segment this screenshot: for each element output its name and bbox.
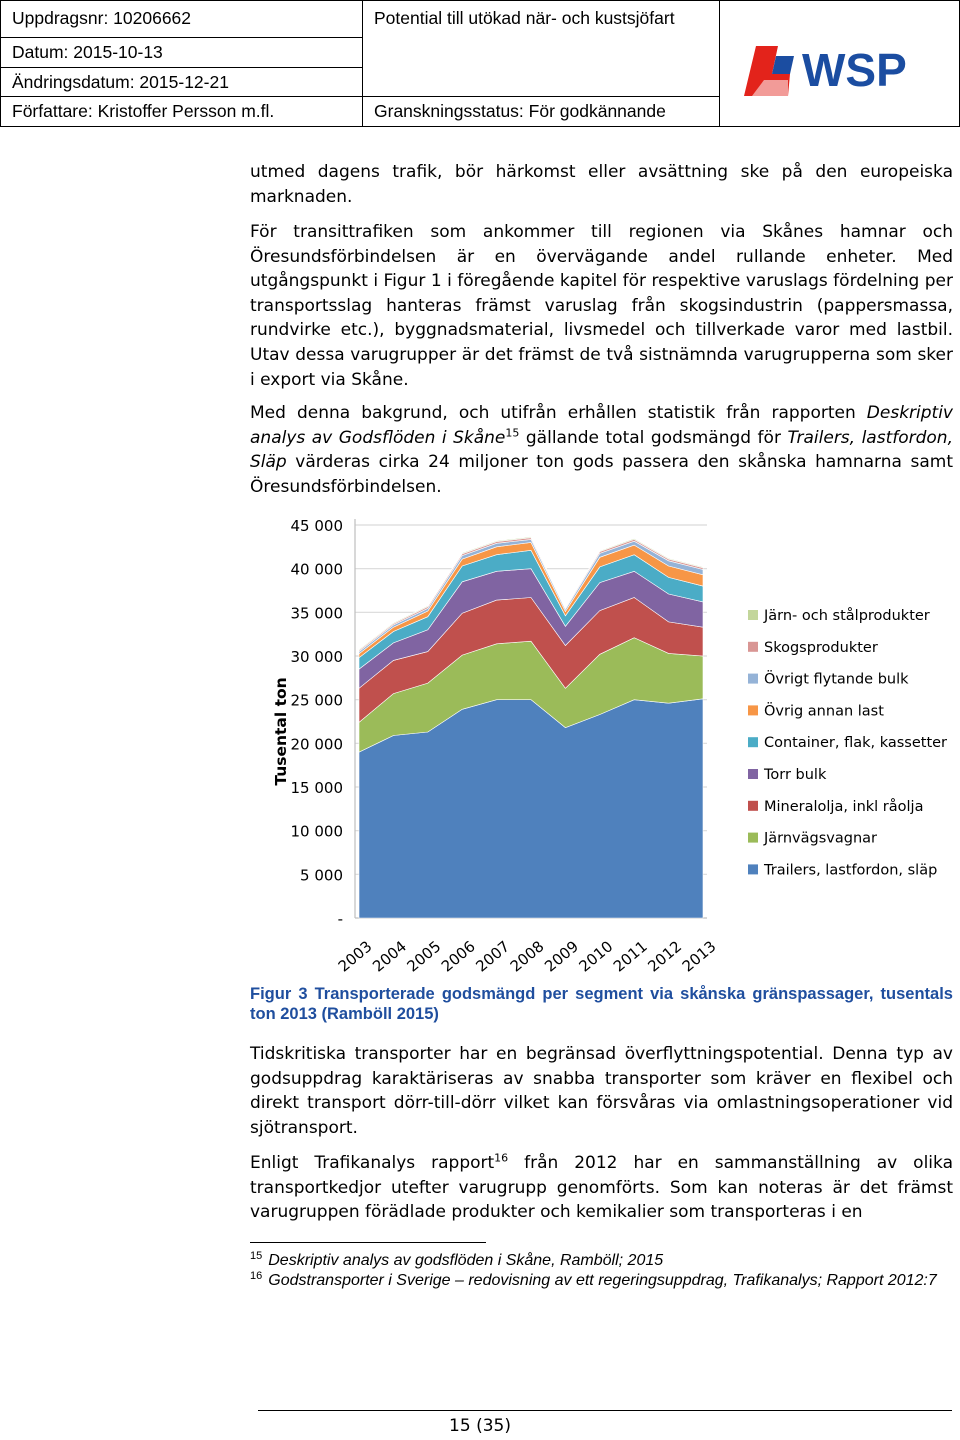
modified-date: Ändringsdatum: 2015-12-21 [12, 71, 229, 92]
y-tick-label: 5 000 [300, 866, 343, 885]
x-tick-label: 2009 [541, 937, 582, 976]
x-tick-label: 2006 [437, 937, 479, 976]
document-header [0, 0, 960, 127]
legend-label: Järnvägsvagnar [764, 830, 877, 847]
legend-label: Trailers, lastfordon, släp [764, 862, 938, 879]
paragraph-2: För transittrafiken som ankommer till regionen via Skånes hamnar och Öresundsförbindelsen är en övervägande andel rullande enheter. Med utgångspunkt i Figur 1 i föregående kapitel för respektive varuslags fördelning per transportsslag hanteras främst varuslag från skogsindustrin (pappersmassa, rundvirke etc.), byggnadsmaterial, livsmedel och tillverkade varor med lastbil. Utav dessa varugrupper är det främst de två sistnämnda varugrupperna som sker i export via Skåne. [250, 222, 953, 390]
legend-swatch [748, 705, 758, 715]
y-tick-label: 40 000 [290, 560, 343, 579]
legend-label: Mineralolja, inkl råolja [764, 798, 924, 815]
legend-label: Torr bulk [764, 767, 827, 783]
paragraph-1: utmed dagens trafik, bör härkomst eller avsättning ske på den europeiska marknaden. [250, 162, 953, 207]
y-tick-label: 25 000 [290, 691, 343, 710]
report-title: Deskriptiv analys av Godsflöden i Skåne [250, 403, 953, 448]
y-tick-label: 15 000 [290, 779, 343, 797]
paragraph-3: Med denna bakgrund, och utifrån erhållen statistik från rapporten Deskriptiv analys av Godsflöden i Skåne$^{15}$ gällande total godsmängd för Trailers, lastfordon, Släp värderas cirka 24 miljoner ton gods passera den skånska hamnarna samt Öresundsförbindelsen. [250, 403, 953, 497]
x-tick-label: 2007 [472, 937, 514, 976]
legend-label: Övrigt flytande bulk [764, 671, 909, 688]
y-tick-label: 30 000 [290, 648, 343, 666]
wsp-logo-text: WSP [802, 44, 907, 96]
legend-swatch [748, 864, 758, 874]
legend-label: Skogsprodukter [764, 639, 878, 656]
legend-swatch [748, 801, 758, 811]
footnote-15: $^{15}$ Deskriptiv analys av godsflöden i Skåne, Ramböll; 2015 [250, 1249, 664, 1269]
y-tick-label: 10 000 [290, 822, 343, 841]
y-tick-label: 35 000 [290, 604, 343, 623]
segment-name: Trailers, lastfordon, Släp [250, 427, 953, 473]
legend-swatch [748, 769, 758, 779]
figure-caption: Figur 3 Transporterade godsmängd per segment via skånska gränspassager, tusentals ton 2013 (Ramböll 2015) [250, 985, 953, 1023]
assignment-number: Uppdragsnr: 10206662 [12, 8, 192, 28]
x-tick-label: 2012 [644, 937, 686, 976]
x-tick-label: 2005 [403, 937, 445, 976]
legend-label: Järn- och stålprodukter [764, 608, 930, 624]
review-status: Granskningsstatus: För godkännande [374, 101, 666, 121]
wsp-logo [742, 36, 938, 98]
x-tick-label: 2008 [506, 937, 548, 976]
footer-separator [258, 1410, 952, 1411]
legend-swatch [748, 833, 758, 843]
y-tick-label: - [337, 910, 343, 928]
stacked-area-chart [262, 508, 960, 976]
wsp-logo-blue-shape [772, 56, 794, 74]
footnote-separator [250, 1242, 486, 1243]
legend-swatch [748, 642, 758, 652]
document-date: Datum: 2015-10-13 [12, 42, 163, 62]
paragraph-5: Enligt Trafikanalys rapport$^{16}$ från 2012 har en sammanställning av olika transportkedjor utefter varugrupp genomförts. Som kan noteras är det främst varugruppen förädlade produkter och kemikalier som transporteras i en [250, 1151, 953, 1223]
legend-label: Övrig annan last [764, 703, 884, 720]
document-title: Potential till utökad när- och kustsjöfart [374, 8, 675, 28]
y-tick-label: 20 000 [290, 735, 343, 754]
x-tick-label: 2010 [575, 937, 617, 976]
legend-swatch [748, 674, 758, 684]
author: Författare: Kristoffer Persson m.fl. [12, 101, 275, 121]
footnote-ref-15: 15 [505, 425, 520, 439]
footnote-ref-16: 16 [494, 1151, 509, 1165]
y-axis-title: Tusental ton [272, 677, 290, 786]
x-tick-label: 2011 [609, 937, 651, 976]
footnote-16: $^{16}$ Godstransporter i Sverige – redovisning av ett regeringsuppdrag, Trafikanalys; Rapport 2012:7 [250, 1269, 937, 1289]
x-tick-label: 2003 [334, 937, 376, 976]
x-tick-label: 2004 [369, 937, 410, 976]
legend-swatch [748, 610, 758, 620]
x-tick-label: 2013 [678, 937, 720, 976]
paragraph-4: Tidskritiska transporter har en begränsad överflyttningspotential. Denna typ av godsuppdrag karaktäriseras av snabba transporter som kräver en flexibel och direkt transport dörr-till-dörr vilket kan försvåras via omlastningsoperationer vid sjötransport. [250, 1044, 953, 1138]
legend-swatch [748, 737, 758, 747]
y-tick-label: 45 000 [290, 517, 343, 535]
page-number: 15 (35) [449, 1416, 511, 1436]
legend-label: Container, flak, kassetter [764, 735, 948, 752]
